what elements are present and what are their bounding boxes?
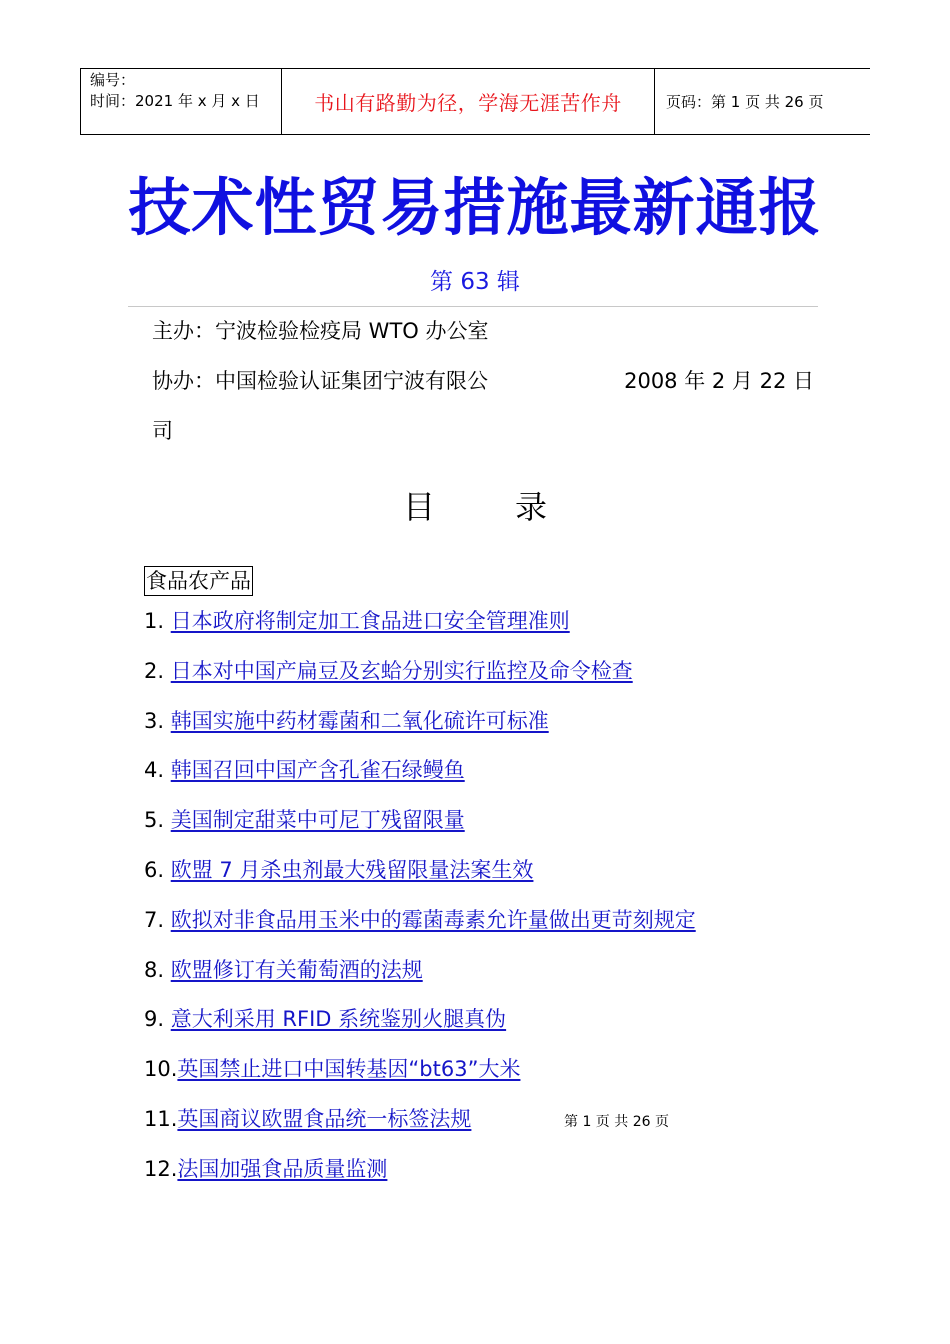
- toc-item-number: 1.: [144, 609, 171, 633]
- toc-item: [144, 1104, 471, 1134]
- doc-number-label: 编号：: [90, 71, 136, 89]
- publish-date: 2008 年 2 月 22 日: [624, 369, 814, 393]
- toc-item-number: 6.: [144, 858, 171, 882]
- toc-item: [144, 905, 696, 935]
- toc-item-number: 9.: [144, 1007, 171, 1032]
- header-table: [80, 68, 870, 135]
- toc-item-link[interactable]: 日本政府将制定加工食品进口安全管理准则: [170, 609, 570, 633]
- toc-item-link[interactable]: 法国加强食品质量监测: [177, 1156, 388, 1181]
- toc-item-link[interactable]: 韩国召回中国产含孔雀石绿鳗鱼: [170, 758, 465, 783]
- doc-time-label: 时间：2021 年 x 月 x 日: [90, 92, 260, 110]
- motto-text: 书山有路勤为径，学海无涯苦作舟: [314, 91, 622, 115]
- header-motto-cell: [282, 69, 655, 134]
- page-footer: 第 1 页 共 26 页: [564, 1114, 669, 1130]
- toc-item: [144, 606, 570, 636]
- header-meta-cell: [81, 69, 282, 134]
- toc-title: [0, 486, 950, 528]
- toc-item-number: 8.: [144, 957, 171, 982]
- toc-item: [144, 955, 423, 985]
- toc-item-number: 3.: [144, 708, 171, 733]
- toc-item-number: 5.: [144, 808, 171, 833]
- toc-item-number: 2.: [144, 658, 171, 683]
- co-host-organization-continued: 司: [152, 419, 173, 443]
- page-title: 技术性贸易措施最新通报: [128, 171, 822, 244]
- co-host-organization: 协办：中国检验认证集团宁波有限公: [152, 369, 488, 393]
- issue-number: 第 63 辑: [430, 269, 520, 295]
- toc-item: [144, 805, 465, 835]
- divider: [128, 306, 818, 307]
- toc-item: [144, 755, 465, 785]
- header-page-cell: [655, 69, 870, 134]
- toc-item-link[interactable]: 欧盟修订有关葡萄酒的法规: [170, 957, 423, 982]
- toc-item-number: 4.: [144, 758, 171, 783]
- toc-item-link[interactable]: 欧盟 7 月杀虫剂最大残留限量法案生效: [170, 858, 534, 882]
- toc-item-link[interactable]: 美国制定甜菜中可尼丁残留限量: [170, 808, 465, 833]
- toc-item: [144, 1054, 520, 1084]
- toc-item-number: 12.: [144, 1156, 178, 1181]
- toc-item-link[interactable]: 韩国实施中药材霉菌和二氧化硫许可标准: [170, 708, 549, 733]
- toc-category: 食品农产品: [144, 566, 253, 596]
- toc-title-part-b: 录: [515, 488, 548, 526]
- toc-item: [144, 706, 549, 736]
- page-code: 页码：第 1 页 共 26 页: [666, 93, 824, 111]
- toc-item: [144, 855, 533, 885]
- toc-item: [144, 656, 633, 686]
- toc-item-number: 11.: [144, 1107, 178, 1131]
- toc-item-link[interactable]: 英国商议欧盟食品统一标签法规: [177, 1107, 472, 1131]
- host-organization: 主办：宁波检验检疫局 WTO 办公室: [152, 319, 489, 343]
- toc-item-link[interactable]: 英国禁止进口中国转基因“bt63”大米: [177, 1057, 521, 1082]
- toc-item-number: 10.: [144, 1057, 178, 1082]
- toc-item: [144, 1154, 387, 1184]
- toc-item-number: 7.: [144, 907, 171, 932]
- toc-title-part-a: 目: [402, 488, 435, 526]
- toc-item-link[interactable]: 欧拟对非食品用玉米中的霉菌毒素允许量做出更苛刻规定: [170, 907, 696, 932]
- toc-item: [144, 1004, 506, 1034]
- toc-item-link[interactable]: 意大利采用 RFID 系统鉴别火腿真伪: [170, 1007, 507, 1032]
- toc-item-link[interactable]: 日本对中国产扁豆及玄蛤分别实行监控及命令检查: [170, 658, 633, 683]
